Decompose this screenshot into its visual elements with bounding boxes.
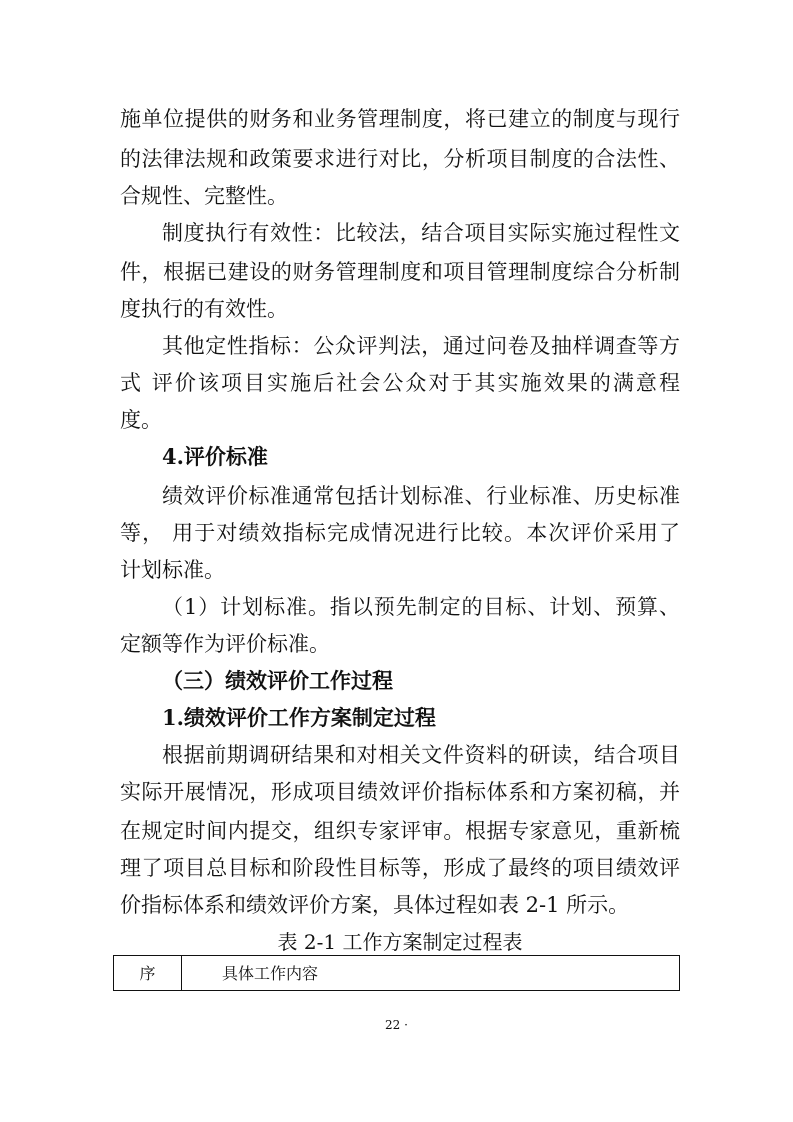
paragraph-line: 等， 用于对绩效指标完成情况进行比较。本次评价采用了 bbox=[120, 521, 680, 545]
section-heading: 1.绩效评价工作方案制定过程 bbox=[162, 705, 436, 730]
paragraph-line: 实际开展情况，形成项目绩效评价指标体系和方案初稿，并 bbox=[120, 780, 680, 804]
section-heading: 4.评价标准 bbox=[162, 444, 268, 469]
paragraph-line: 根据前期调研结果和对相关文件资料的研读，结合项目 bbox=[162, 743, 680, 767]
table-header-content: 具体工作内容 bbox=[222, 964, 319, 983]
paragraph-line: 合规性、完整性。 bbox=[120, 184, 288, 208]
paragraph-line: 价指标体系和绩效评价方案，具体过程如表 2-1 所示。 bbox=[120, 893, 630, 917]
paragraph-line: 度。 bbox=[120, 408, 162, 432]
page-number: 22 · bbox=[385, 1018, 408, 1032]
paragraph-line: 的法律法规和政策要求进行对比，分析项目制度的合法性、 bbox=[120, 147, 680, 171]
paragraph-line: 制度执行有效性：比较法，结合项目实际实施过程性文 bbox=[162, 221, 680, 245]
paragraph-line: 定额等作为评价标准。 bbox=[120, 632, 330, 656]
paragraph-line: 计划标准。 bbox=[120, 558, 225, 582]
paragraph-line: 件，根据已建设的财务管理制度和项目管理制度综合分析制 bbox=[120, 260, 680, 284]
section-heading: （三）绩效评价工作过程 bbox=[162, 668, 393, 693]
paragraph-line: （1）计划标准。指以预先制定的目标、计划、预算、 bbox=[162, 595, 680, 619]
paragraph-line: 其他定性指标：公众评判法，通过问卷及抽样调查等方 bbox=[162, 334, 680, 358]
paragraph-line: 绩效评价标准通常包括计划标准、行业标准、历史标准 bbox=[162, 484, 680, 508]
table-header-seq: 序 bbox=[114, 956, 182, 990]
paragraph-line: 式 评价该项目实施后社会公众对于其实施效果的满意程 bbox=[120, 371, 680, 395]
table-caption: 表 2-1 工作方案制定过程表 bbox=[277, 930, 523, 954]
process-table bbox=[113, 955, 680, 991]
paragraph-line: 度执行的有效性。 bbox=[120, 297, 288, 321]
paragraph-line: 施单位提供的财务和业务管理制度，将已建立的制度与现行 bbox=[120, 107, 680, 131]
paragraph-line: 理了项目总目标和阶段性目标等，形成了最终的项目绩效评 bbox=[120, 856, 680, 880]
paragraph-line: 在规定时间内提交，组织专家评审。根据专家意见，重新梳 bbox=[120, 819, 680, 843]
